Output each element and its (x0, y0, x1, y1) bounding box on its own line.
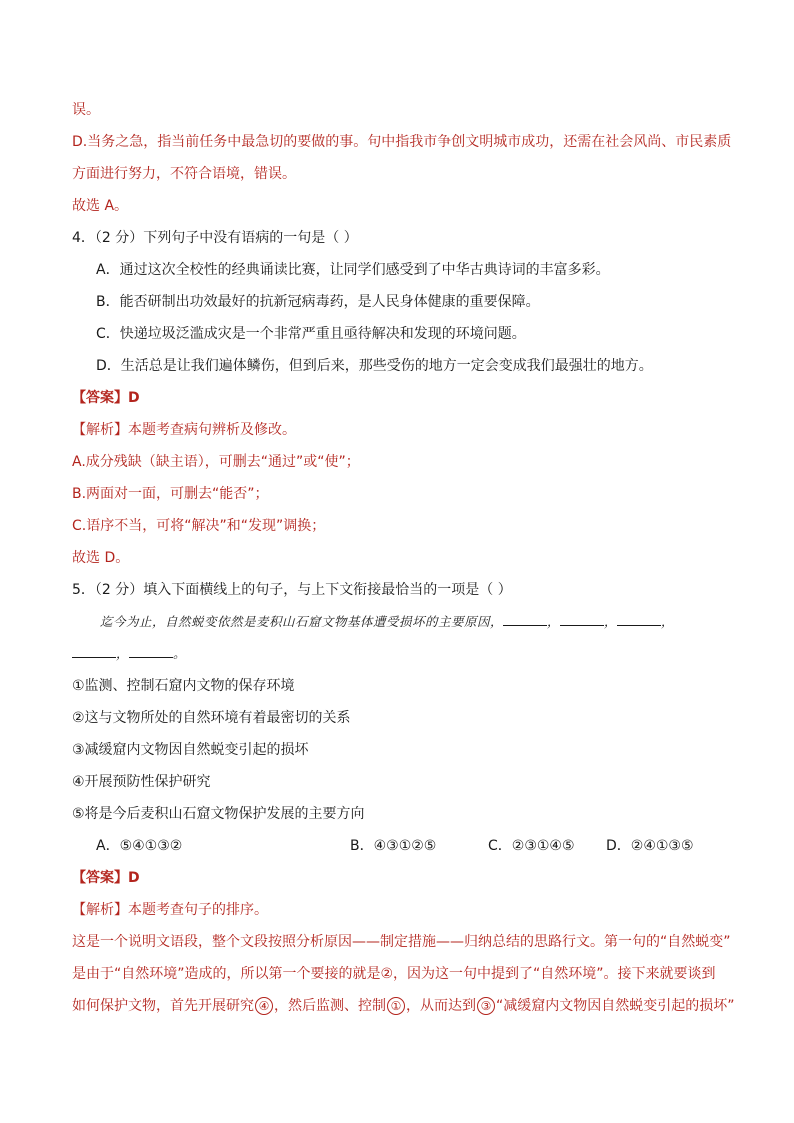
prev-choose: 故选 A。 (72, 198, 129, 214)
q5-sentence-2: ②这与文物所处的自然环境有着最密切的关系 (72, 710, 351, 726)
blank-5 (129, 645, 173, 658)
q4-explain-a: A.成分残缺（缺主语），可删去“通过”或“使”； (72, 454, 360, 470)
prev-explanation-d-line1: D.当务之急，指当前任务中最急切的要做的事。句中指我市争创文明城市成功，还需在社会风尚、市民素质 (72, 134, 732, 150)
q5-sentence-3: ③减缓窟内文物因自然蜕变引起的损坏 (72, 742, 309, 758)
q5-analysis-heading: 【解析】本题考查句子的排序。 (72, 902, 268, 918)
q5-option-c: C．②③①④⑤ (488, 838, 575, 854)
blank-1 (503, 613, 547, 626)
q4-option-c: C．快递垃圾泛滥成灾是一个非常严重且亟待解决和发现的环境问题。 (96, 326, 526, 342)
q5-passage-line1: 迄今为止，自然蜕变依然是麦积山石窟文物基体遭受损坏的主要原因， ， ， ， (100, 614, 675, 629)
q5-passage-line2: ， 。 (72, 644, 186, 664)
q4-stem: 4．（2 分）下列句子中没有语病的一句是（ ） (72, 230, 358, 246)
q5-option-a: A．⑤④①③② (96, 838, 183, 854)
q4-answer: 【答案】D (72, 390, 140, 406)
q5-stem: 5．（2 分）填入下面横线上的句子，与上下文衔接最恰当的一项是（ ） (72, 582, 512, 598)
circled-4: ④ (255, 997, 273, 1015)
q5-option-d: D．②④①③⑤ (606, 838, 694, 854)
circled-3: ③ (477, 997, 495, 1015)
q5-explain-3b: ，然后监测、控制 (274, 998, 386, 1014)
q4-option-b: B．能否研制出功效最好的抗新冠病毒药，是人民身体健康的重要保障。 (96, 294, 540, 310)
prev-explanation-d-line2: 方面进行努力，不符合语境，错误。 (72, 166, 296, 182)
q5-sentence-4: ④开展预防性保护研究 (72, 774, 211, 790)
q4-option-a: A．通过这次全校性的经典诵读比赛，让同学们感受到了中华古典诗词的丰富多彩。 (96, 262, 610, 278)
prev-explanation-tail: 误。 (72, 102, 100, 118)
q5-explain-line2: 是由于“自然环境”造成的，所以第一个要接的就是②，因为这一句中提到了“自然环境”。接下来就要谈到 (72, 966, 716, 982)
q4-choose: 故选 D。 (72, 550, 130, 566)
q5-explain-3c: ，从而达到 (406, 998, 476, 1014)
q5-explain-line1: 这是一个说明文语段，整个文段按照分析原因——制定措施——归纳总结的思路行文。第一句的“自然蜕变” (72, 934, 731, 950)
q5-passage-text: 迄今为止，自然蜕变依然是麦积山石窟文物基体遭受损坏的主要原因， (100, 614, 504, 629)
blank-4 (72, 645, 116, 658)
q5-sentence-1: ①监测、控制石窟内文物的保存环境 (72, 678, 295, 694)
q5-explain-3a: 如何保护文物，首先开展研究 (72, 998, 254, 1014)
q5-explain-line3 (72, 996, 735, 1016)
q5-answer: 【答案】D (72, 870, 140, 886)
blank-2 (560, 613, 604, 626)
q4-explain-b: B.两面对一面，可删去“能否”； (72, 486, 269, 502)
q4-option-d: D．生活总是让我们遍体鳞伤，但到后来，那些受伤的地方一定会变成我们最强壮的地方。 (96, 358, 653, 374)
q4-analysis-heading: 【解析】本题考查病句辨析及修改。 (72, 422, 296, 438)
q4-explain-c: C.语序不当，可将“解决”和“发现”调换； (72, 518, 326, 534)
q5-sentence-5: ⑤将是今后麦积山石窟文物保护发展的主要方向 (72, 806, 365, 822)
circled-1: ① (387, 997, 405, 1015)
q5-option-b: B．④③①②⑤ (350, 838, 437, 854)
blank-3 (617, 613, 661, 626)
q5-explain-3d: “减缓窟内文物因自然蜕变引起的损坏” (496, 998, 735, 1014)
